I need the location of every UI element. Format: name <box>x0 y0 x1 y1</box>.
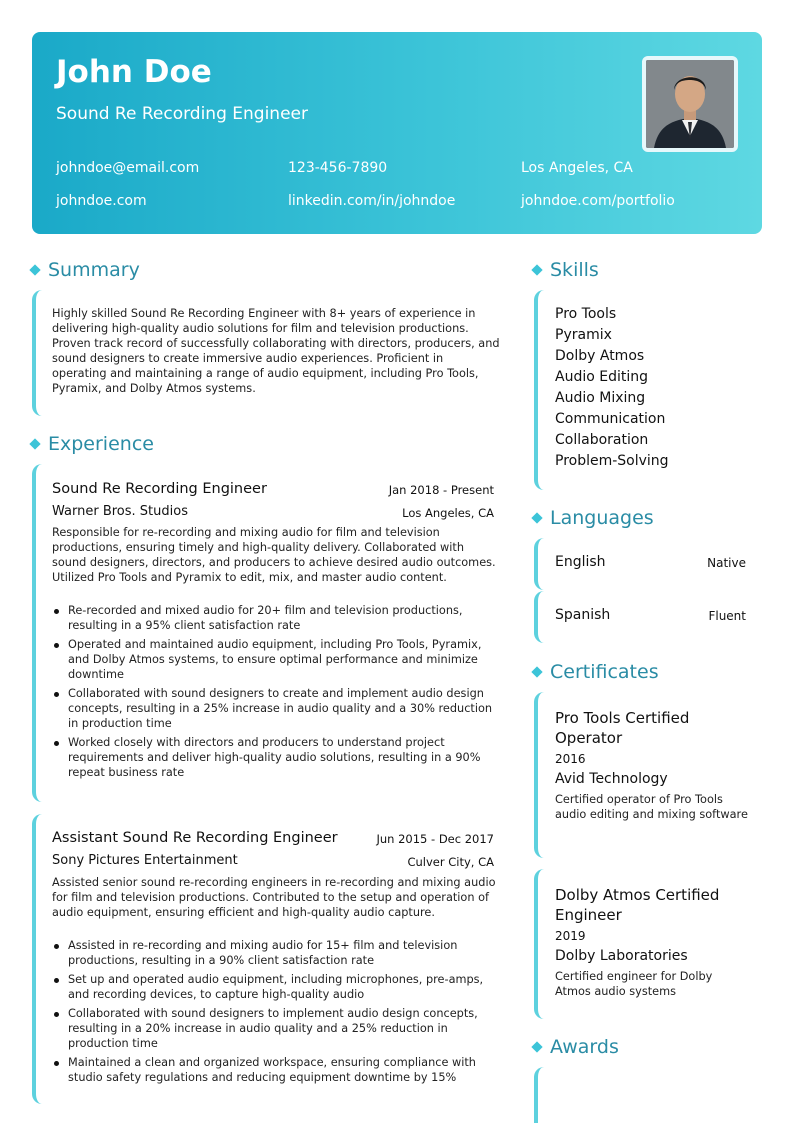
achievement-item: Operated and maintained audio equipment, including Pro Tools, Pyramix, and Dolby Atmos systems, to ensure optimal performance and minimize downtime <box>52 637 496 682</box>
summary-heading <box>31 259 140 281</box>
language-name: English <box>555 554 606 570</box>
contact-email[interactable]: johndoe@email.com <box>56 160 200 176</box>
achievement-item: Re-recorded and mixed audio for 20+ film and television productions, resulting in a 95% client satisfaction rate <box>52 603 496 633</box>
job-location: Culver City, CA <box>407 855 494 869</box>
certificate-description: Certified engineer for Dolby Atmos audio systems <box>555 970 713 998</box>
language-level: Native <box>707 556 746 570</box>
resume-header <box>32 32 762 234</box>
diamond-icon <box>29 438 40 449</box>
skills-heading-label: Skills <box>550 259 599 281</box>
job-description: Responsible for re-recording and mixing audio for film and television productions, ensuring timely and high-quality delivery. Collaborated with sound designers, directors, and producers to achieve desired audio outcomes. Utilized Pro Tools and Pyramix to edit, mix, and master audio content. <box>52 526 496 584</box>
bullet-dot-icon <box>54 1012 59 1017</box>
languages-heading-label: Languages <box>550 507 654 529</box>
summary-text: Highly skilled Sound Re Recording Engineer with 8+ years of experience in delivering high-quality audio solutions for film and television productions. Proven track record of successfully collaborating with directors, producers, and sound designers to create immersive audio experiences. Proficient in operating and maintaining a range of audio equipment, including Pro Tools, Pyramix, and Dolby Atmos systems. <box>52 307 500 395</box>
achievement-item: Collaborated with sound designers to create and implement audio design concepts, resulting in a 25% increase in audio quality and a 30% reduction in production time <box>52 686 496 731</box>
certificate-description: Certified operator of Pro Tools audio editing and mixing software <box>555 793 748 821</box>
experience-heading <box>31 433 154 455</box>
bullet-dot-icon <box>54 741 59 746</box>
contact-location: Los Angeles, CA <box>521 160 633 176</box>
awards-heading-label: Awards <box>550 1036 619 1058</box>
certificate-issuer: Avid Technology <box>555 771 668 787</box>
experience-heading-label: Experience <box>48 433 154 455</box>
skill-item: Problem-Solving <box>555 453 669 469</box>
job-company: Warner Bros. Studios <box>52 504 188 519</box>
candidate-name: John Doe <box>56 54 212 90</box>
achievement-item: Worked closely with directors and producers to understand project requirements and deliver high-quality audio solutions, resulting in a 90% repeat business rate <box>52 735 496 780</box>
bullet-dot-icon <box>54 609 59 614</box>
skill-item: Pyramix <box>555 327 612 343</box>
contact-phone[interactable]: 123-456-7890 <box>288 160 388 176</box>
achievement-item: Set up and operated audio equipment, including microphones, pre-amps, and recording devices, to capture high-quality audio <box>52 972 496 1002</box>
skill-item: Pro Tools <box>555 306 617 322</box>
bullet-dot-icon <box>54 944 59 949</box>
job-description: Assisted senior sound re-recording engineers in re-recording and mixing audio for film and television productions. Contributed to the setup and operation of audio equipment, ensuring efficient and high-quality audio capture. <box>52 876 496 919</box>
certificate-year: 2016 <box>555 752 586 766</box>
job-company: Sony Pictures Entertainment <box>52 853 238 868</box>
bullet-dot-icon <box>54 692 59 697</box>
bullet-dot-icon <box>54 643 59 648</box>
job-title: Assistant Sound Re Recording Engineer <box>52 830 338 846</box>
languages-heading <box>533 507 654 529</box>
awards-card <box>534 1067 762 1123</box>
job-title: Sound Re Recording Engineer <box>52 481 267 497</box>
certificate-name: Pro Tools Certified Operator <box>555 709 690 747</box>
contact-portfolio[interactable]: johndoe.com/portfolio <box>521 193 675 209</box>
job-dates: Jun 2015 - Dec 2017 <box>376 832 494 846</box>
achievement-item: Assisted in re-recording and mixing audio for 15+ film and television productions, resulting in a 90% client satisfaction rate <box>52 938 496 968</box>
profile-photo-image <box>646 60 734 148</box>
job-location: Los Angeles, CA <box>402 506 494 520</box>
achievement-item: Collaborated with sound designers to implement audio design concepts, resulting in a 20% increase in audio quality and a 25% reduction in production time <box>52 1006 496 1051</box>
diamond-icon <box>531 666 542 677</box>
skill-item: Collaboration <box>555 432 649 448</box>
job-achievements <box>52 603 496 784</box>
certificates-heading-label: Certificates <box>550 661 659 683</box>
contact-linkedin[interactable]: linkedin.com/in/johndoe <box>288 193 456 209</box>
diamond-icon <box>531 264 542 275</box>
language-level: Fluent <box>708 609 746 623</box>
certificates-heading <box>533 661 659 683</box>
job-dates: Jan 2018 - Present <box>388 483 494 497</box>
certificate-issuer: Dolby Laboratories <box>555 948 688 964</box>
candidate-title: Sound Re Recording Engineer <box>56 104 308 124</box>
skill-item: Audio Editing <box>555 369 649 385</box>
skill-item: Dolby Atmos <box>555 348 645 364</box>
bullet-dot-icon <box>54 978 59 983</box>
summary-heading-label: Summary <box>48 259 140 281</box>
awards-heading <box>533 1036 619 1058</box>
diamond-icon <box>531 512 542 523</box>
skills-heading <box>533 259 599 281</box>
contact-website[interactable]: johndoe.com <box>56 193 147 209</box>
diamond-icon <box>531 1041 542 1052</box>
certificate-year: 2019 <box>555 929 586 943</box>
certificate-name: Dolby Atmos Certified Engineer <box>555 886 720 924</box>
bullet-dot-icon <box>54 1061 59 1066</box>
skill-item: Communication <box>555 411 666 427</box>
job-achievements <box>52 938 496 1089</box>
achievement-item: Maintained a clean and organized workspace, ensuring compliance with studio safety regulations and reducing equipment downtime by 15% <box>52 1055 496 1085</box>
language-name: Spanish <box>555 607 611 623</box>
profile-photo <box>642 56 738 152</box>
skill-item: Audio Mixing <box>555 390 646 406</box>
diamond-icon <box>29 264 40 275</box>
